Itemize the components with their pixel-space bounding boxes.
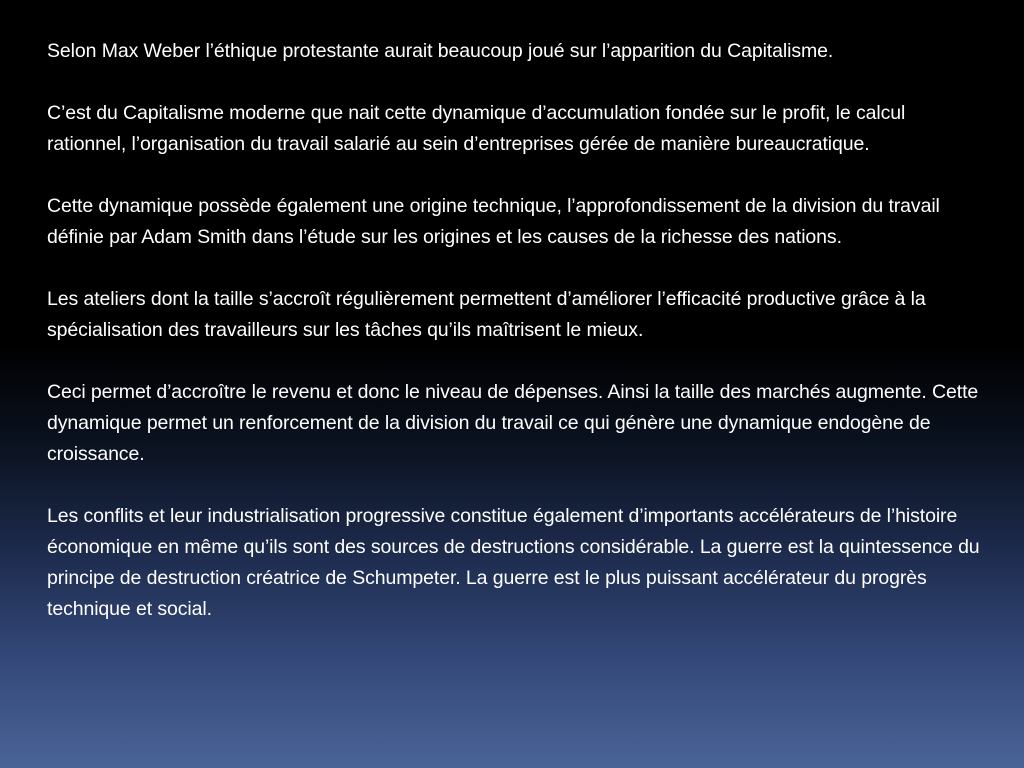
paragraph-ateliers: Les ateliers dont la taille s’accroît régulièrement permettent d’améliorer l’efficacité productive grâce à la spécialisation des travailleurs sur les tâches qu’ils maîtrisent le mieux. [47, 288, 926, 341]
paragraph-revenu-depenses: Ceci permet d’accroître le revenu et donc le niveau de dépenses. Ainsi la taille des marchés augmente. Cette dynamique permet un renforcement de la division du travail ce qui génère une dynamique endogène de croissance. [47, 381, 979, 465]
paragraph-capitalisme-moderne: C’est du Capitalisme moderne que nait cette dynamique d’accumulation fondée sur le profit, le calcul rationnel, l’organisation du travail salarié au sein d’entreprises gérée de manière bureaucratique. [47, 102, 906, 155]
paragraph-origine-technique: Cette dynamique possède également une origine technique, l’approfondissement de la division du travail définie par Adam Smith dans l’étude sur les origines et les causes de la richesse des nations. [47, 195, 940, 248]
paragraph-weber: Selon Max Weber l’éthique protestante aurait beaucoup joué sur l’apparition du Capitalisme. [47, 40, 834, 62]
paragraph-conflits: Les conflits et leur industrialisation progressive constitue également d’importants accélérateurs de l’histoire économique en même qu’ils sont des sources de destructions considérable. La guerre est la quintessence du principe de destruction créatrice de Schumpeter. La guerre est le plus puissant accélérateur du progrès technique et social. [47, 505, 980, 620]
slide-body [47, 36, 982, 625]
